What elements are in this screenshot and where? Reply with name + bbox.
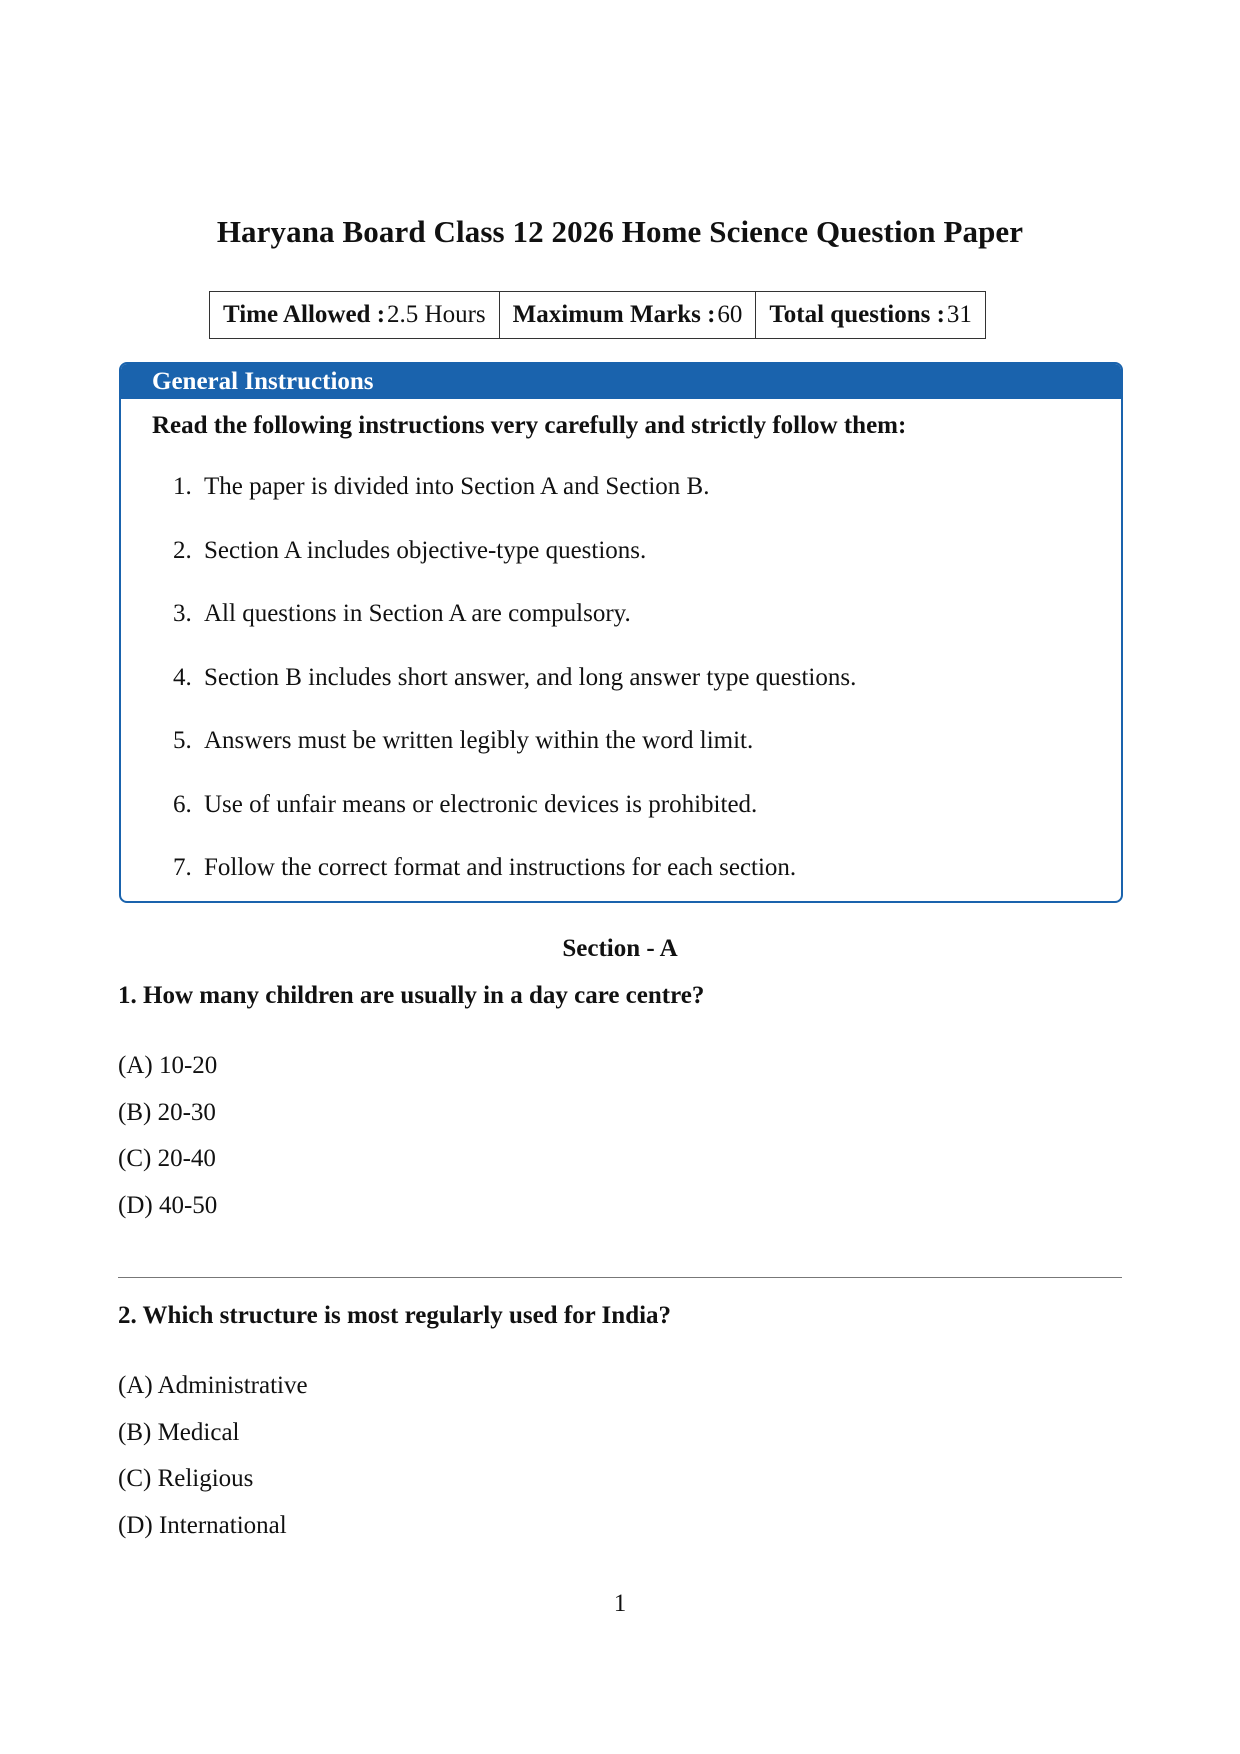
question-2-text: 2. Which structure is most regularly used for India? — [118, 1302, 672, 1329]
instruction-text: Section A includes objective-type questions. — [204, 536, 647, 564]
question-1-text: 1. How many children are usually in a day care centre? — [118, 982, 705, 1009]
instruction-number: 4. — [173, 663, 192, 691]
exam-meta-table — [209, 291, 986, 339]
time-allowed-label: Time Allowed : — [223, 301, 386, 328]
general-instructions-header: General Instructions — [121, 364, 1121, 399]
total-questions-label: Total questions : — [769, 301, 945, 328]
instruction-text: Section B includes short answer, and long answer type questions. — [204, 663, 857, 691]
question-1-options — [118, 1051, 217, 1238]
section-a-title: Section - A — [562, 935, 678, 962]
option-b: (B) Medical — [118, 1418, 240, 1446]
instruction-text: Follow the correct format and instructions for each section. — [204, 854, 797, 881]
instruction-text: The paper is divided into Section A and Section B. — [204, 473, 710, 500]
total-questions-value: 31 — [946, 301, 972, 328]
time-allowed-cell — [210, 292, 500, 338]
option-c: (C) 20-40 — [118, 1145, 216, 1173]
page-title: Haryana Board Class 12 2026 Home Science Question Paper — [216, 214, 1024, 249]
instruction-text: Answers must be written legibly within the word limit. — [204, 727, 754, 754]
instruction-text: All questions in Section A are compulsory. — [204, 600, 631, 627]
general-instructions-box — [119, 362, 1123, 903]
maximum-marks-cell — [500, 292, 757, 338]
instruction-number: 1. — [173, 473, 192, 500]
instruction-text: Use of unfair means or electronic devices is prohibited. — [204, 790, 758, 818]
instruction-number: 7. — [173, 854, 192, 881]
instructions-list — [173, 472, 856, 903]
instruction-item — [173, 663, 856, 727]
page-number: 1 — [613, 1590, 627, 1617]
option-d: (D) 40-50 — [118, 1192, 218, 1220]
instruction-item — [173, 536, 856, 600]
instruction-item — [173, 726, 856, 790]
question-2-options — [118, 1371, 308, 1558]
instruction-number: 5. — [173, 727, 192, 754]
total-questions-cell — [756, 292, 985, 338]
maximum-marks-label: Maximum Marks : — [512, 301, 716, 328]
instruction-number: 6. — [173, 790, 192, 818]
option-d: (D) International — [118, 1512, 287, 1540]
maximum-marks-value: 60 — [717, 301, 743, 328]
time-allowed-value: 2.5 Hours — [387, 301, 486, 328]
instruction-number: 2. — [173, 536, 192, 564]
instruction-item — [173, 472, 856, 536]
question-divider — [118, 1277, 1122, 1278]
option-a: (A) Administrative — [118, 1372, 308, 1399]
option-c: (C) Religious — [118, 1465, 254, 1493]
instruction-item — [173, 599, 856, 663]
instruction-number: 3. — [173, 600, 192, 627]
instructions-lead: Read the following instructions very carefully and strictly follow them: — [152, 412, 907, 439]
option-b: (B) 20-30 — [118, 1098, 216, 1126]
instruction-item — [173, 790, 856, 854]
instruction-item — [173, 853, 856, 903]
option-a: (A) 10-20 — [118, 1052, 218, 1079]
